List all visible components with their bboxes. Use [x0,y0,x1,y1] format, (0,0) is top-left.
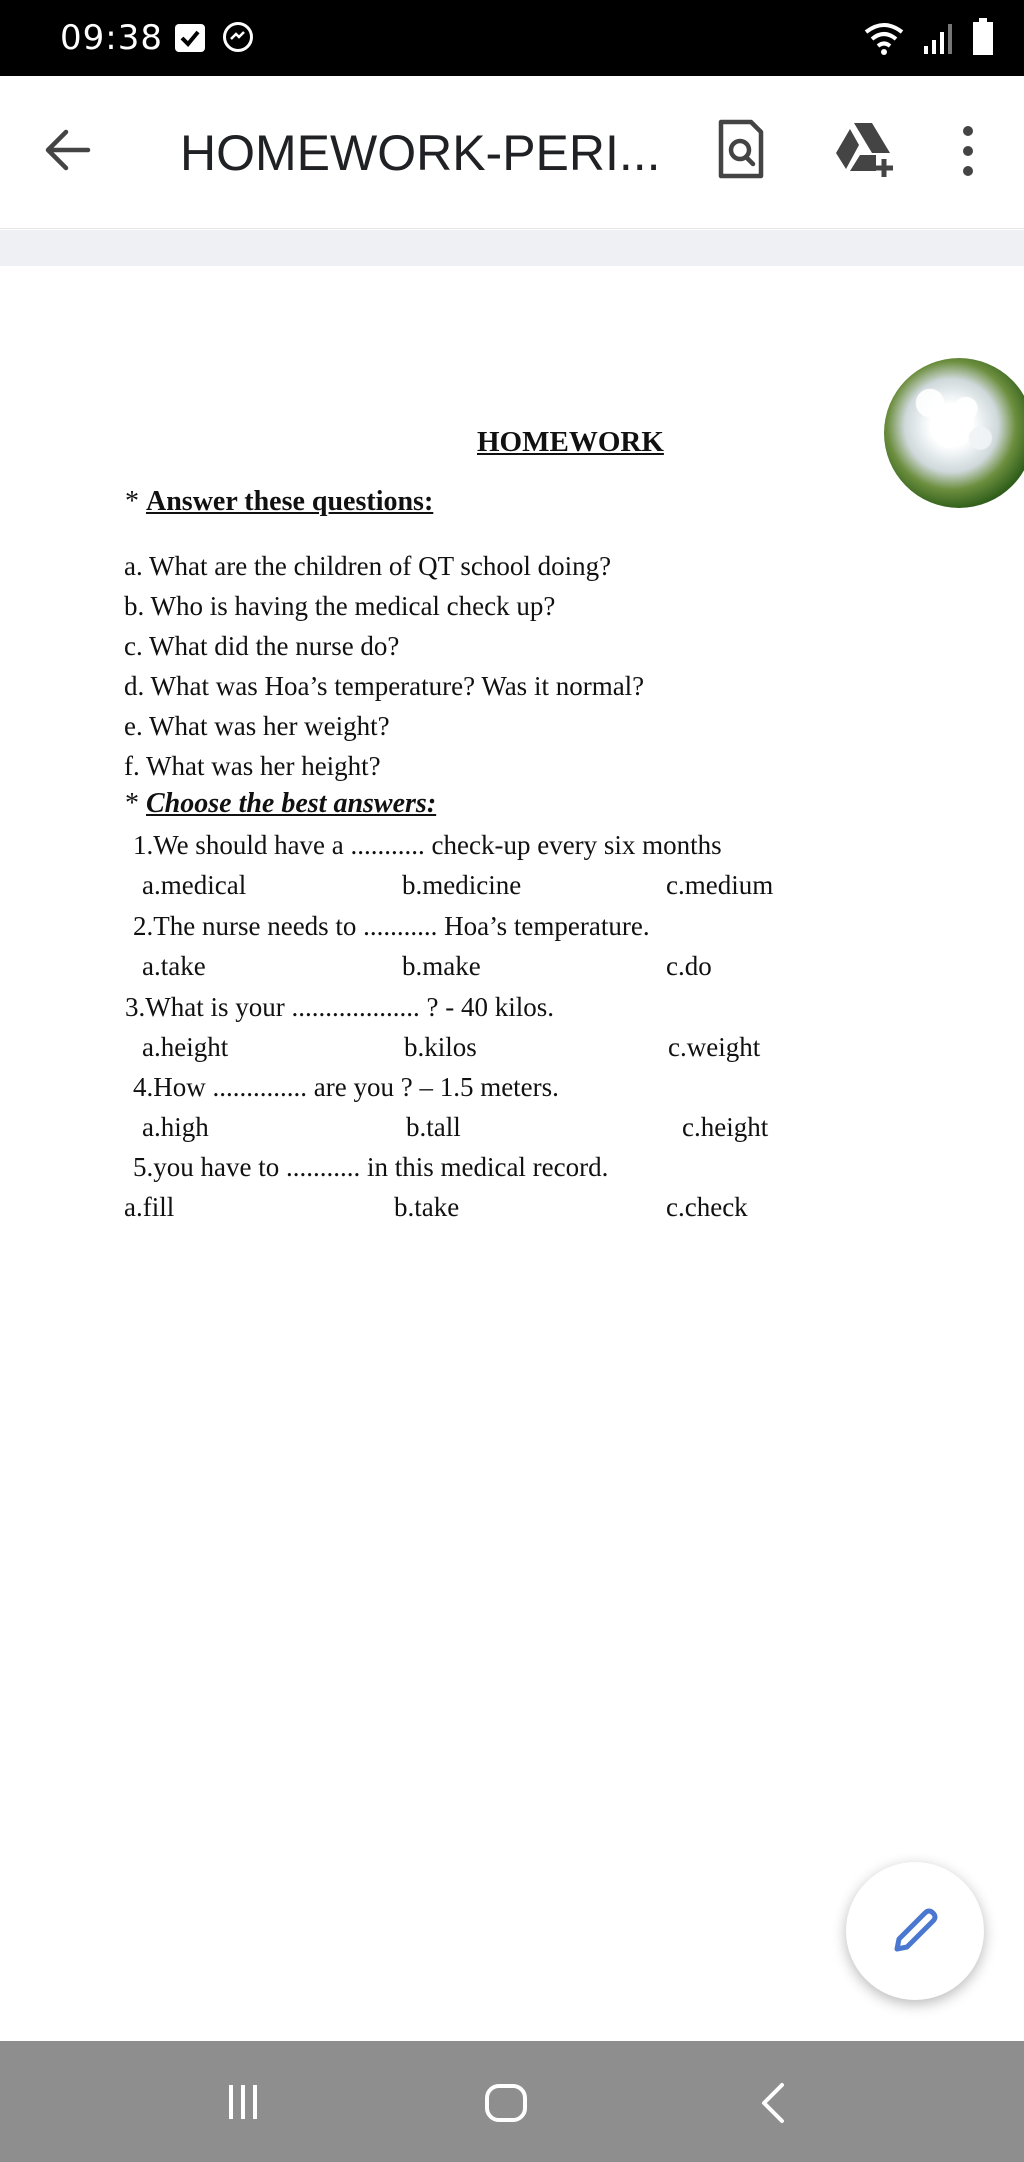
doc-heading: HOMEWORK [477,426,664,458]
mcq-option-4c: c.height [682,1112,769,1142]
mcq-option-5b: b.take [394,1192,460,1222]
mcq-option-3a: a.height [142,1032,229,1062]
mcq-option-1c: c.medium [666,870,774,900]
mcq-question-1: 1.We should have a ........... check-up every six months [133,830,722,860]
notification-messenger-icon [223,22,253,52]
mcq-option-4b: b.tall [406,1112,461,1142]
pencil-icon [885,1901,945,1961]
signal-icon [922,20,956,56]
hydrangea-flower-image [884,358,1024,508]
mcq-option-2a: a.take [142,951,206,981]
mcq-option-1a: a.medical [142,870,247,900]
mcq-option-2c: c.do [666,951,712,981]
app-bar [0,76,1024,229]
question-item: d. What was Hoa’s temperature? Was it normal? [124,671,645,701]
mcq-option-4a: a.high [142,1112,209,1142]
mcq-question-3: 3.What is your ................... ? - 40 kilos. [125,992,554,1022]
status-bar [0,0,1024,76]
nav-back-icon[interactable] [758,2081,786,2125]
mcq-option-1b: b.medicine [402,870,522,900]
recents-icon[interactable] [226,2081,260,2123]
mcq-question-4: 4.How .............. are you ? – 1.5 meters. [133,1072,559,1102]
question-item: b. Who is having the medical check up? [124,591,556,621]
section-choose-answers: * Choose the best answers: [125,788,437,819]
question-item: f. What was her height? [124,751,381,781]
home-icon[interactable] [484,2083,528,2123]
mcq-option-5c: c.check [666,1192,748,1222]
mcq-option-2b: b.make [402,951,481,981]
mcq-question-2: 2.The nurse needs to ........... Hoa’s temperature. [133,911,650,941]
question-item: a. What are the children of QT school doing? [124,551,612,581]
mcq-question-5: 5.you have to ........... in this medical record. [133,1152,609,1182]
system-nav-bar [0,2041,1024,2162]
question-list [124,546,644,786]
section-answer-questions: * Answer these questions: [125,486,434,517]
question-item: e. What was her weight? [124,711,390,741]
page-divider [0,230,1024,266]
mcq-option-3c: c.weight [668,1032,761,1062]
mcq-option-3b: b.kilos [404,1032,477,1062]
notification-check-icon [175,24,205,52]
document-page [0,266,1024,2041]
document-title: HOMEWORK-PERI... [180,125,661,181]
drive-add-icon[interactable] [832,119,896,179]
mcq-option-5a: a.fill [124,1192,175,1222]
document-search-icon[interactable] [718,119,764,179]
edit-fab-button[interactable] [846,1862,984,2000]
battery-icon [972,18,994,56]
arrow-left-icon[interactable] [38,120,98,180]
wifi-icon [862,20,906,56]
status-time: 09:38 [60,18,163,58]
question-item: c. What did the nurse do? [124,631,400,661]
more-vert-icon[interactable] [953,121,983,181]
